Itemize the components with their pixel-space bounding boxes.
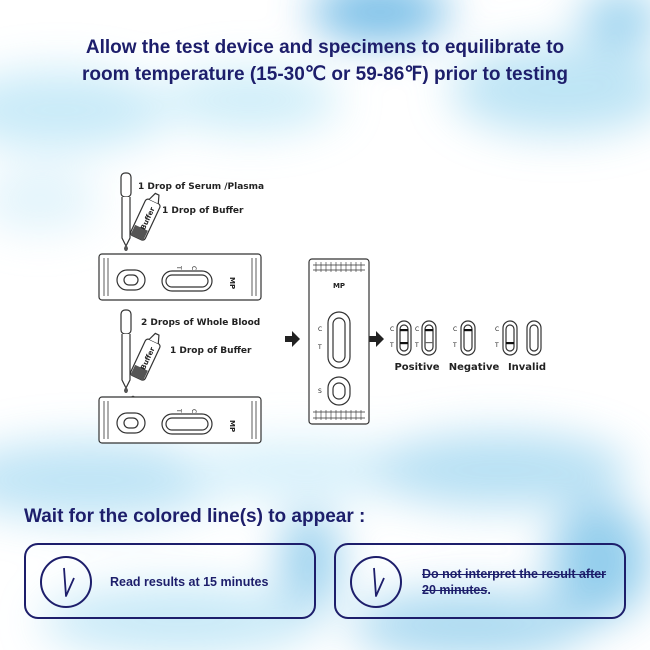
dropper-icon [121,310,131,393]
cassette-2-marker-t: T [175,409,182,413]
result-marker-t: T [453,342,457,349]
cassette-1-marker-c: C [190,266,197,271]
do-not-interpret-strikethrough: Do not interpret the result after 20 minutes [422,567,607,597]
cassette-vertical-marker-s: S [318,388,322,395]
cassette-1-brand: MP [228,277,236,290]
label-positive: Positive [394,362,440,373]
arrow-right-icon [285,331,300,347]
dropper-icon [121,173,131,251]
wait-title: Wait for the colored line(s) to appear : [24,506,366,527]
result-marker-t: T [495,342,499,349]
arrow-right-icon [369,331,384,347]
cassette-1-marker-t: T [175,266,182,270]
label-buffer-1: 1 Drop of Buffer [162,206,244,216]
read-results-text: Read results at 15 minutes [110,575,269,589]
result-marker-c: C [390,326,395,333]
read-results-box [24,543,316,619]
cassette-2-brand: MP [228,420,236,433]
headline-line-1: Allow the test device and specimens to equilibrate to [85,37,565,58]
result-marker-t: T [415,342,419,349]
bottle-label-1: Buffer [139,205,157,232]
cassette-horizontal-2 [99,397,261,443]
label-invalid: Invalid [507,362,547,373]
result-marker-c: C [495,326,500,333]
result-marker-t: T [390,342,394,349]
do-not-interpret-suffix: . [487,583,491,597]
label-whole-blood: 2 Drops of Whole Blood [141,318,261,328]
headline-line-2: room temperature (15-30℃ or 59-86℉) prior to testing [81,64,569,85]
cassette-vertical [309,259,369,424]
cassette-vertical-brand: MP [332,282,346,290]
label-negative: Negative [448,362,500,373]
result-marker-c: C [415,326,420,333]
do-not-interpret-text [422,566,612,598]
cassette-vertical-marker-c: C [318,326,323,333]
label-buffer-2: 1 Drop of Buffer [170,346,252,356]
buffer-bottle-icon [130,191,165,241]
result-invalid [494,321,541,355]
cassette-vertical-marker-t: T [318,344,322,351]
result-negative [452,321,475,355]
label-serum: 1 Drop of Serum /Plasma [138,182,265,192]
cassette-2-marker-c: C [190,409,197,414]
cassette-horizontal-1 [99,254,261,300]
do-not-interpret-box [334,543,626,619]
clock-icon [38,554,94,610]
result-marker-c: C [453,326,458,333]
result-positive [389,321,436,355]
bottle-label-2: Buffer [139,345,157,372]
clock-icon [348,554,404,610]
buffer-bottle-icon [130,331,165,381]
